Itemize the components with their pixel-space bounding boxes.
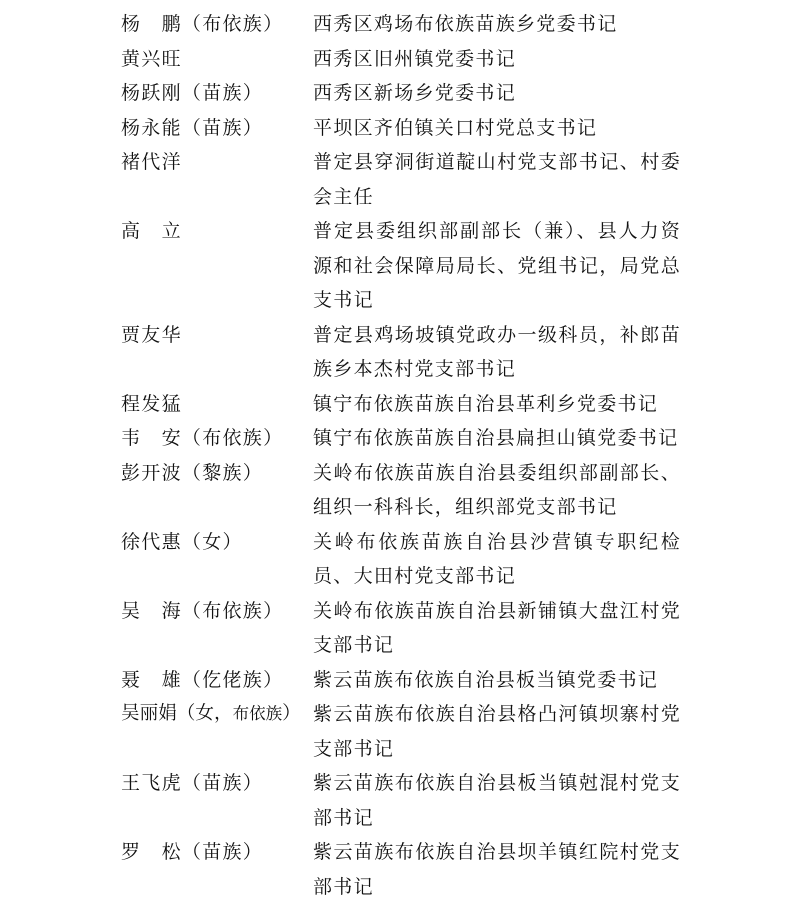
person-name: 杨永能（苗族）: [121, 116, 264, 139]
person-name: 黄兴旺: [121, 47, 182, 70]
list-item: [0, 697, 793, 766]
list-item: [0, 421, 793, 456]
person-name: 徐代惠（女）: [121, 530, 243, 553]
list-item: [0, 456, 793, 525]
person-name: 韦 安（布依族）: [121, 427, 284, 449]
list-item: [0, 387, 793, 422]
person-post: 西秀区鸡场布依族苗族乡党委书记: [313, 13, 618, 35]
person-name: 杨跃刚（苗族）: [121, 82, 264, 104]
person-name-main: 吴丽娟（女，: [121, 703, 233, 724]
person-name: 王飞虎（苗族）: [121, 772, 264, 794]
list-item: [0, 42, 793, 77]
person-post: 普定县鸡场坡镇党政办一级科员，补郎苗族乡本杰村党支部书记: [313, 323, 681, 380]
list-item: [0, 214, 793, 318]
person-name: 褚代洋: [121, 151, 182, 173]
list-item: [0, 7, 793, 42]
person-post: 普定县穿洞街道靛山村党支部书记、村委会主任: [313, 151, 681, 208]
person-name: 吴 海（布依族）: [121, 599, 284, 622]
person-name: 彭开波（黎族）: [121, 461, 264, 484]
person-post: 关岭布依族苗族自治县沙营镇专职纪检员、大田村党支部书记: [313, 530, 681, 587]
person-post: 关岭布依族苗族自治县委组织部副部长、组织一科科长，组织部党支部书记: [313, 461, 681, 518]
person-name: 高 立: [121, 220, 182, 242]
person-post: 平坝区齐伯镇关口村党总支书记: [313, 116, 598, 139]
list-item: [0, 525, 793, 594]
list-item: [0, 145, 793, 214]
person-post: 紫云苗族布依族自治县板当镇尅混村党支部书记: [313, 772, 681, 829]
list-item: [0, 318, 793, 387]
list-item: [0, 766, 793, 835]
person-name: 罗 松（苗族）: [121, 841, 264, 863]
person-post: 镇宁布依族苗族自治县革利乡党委书记: [313, 392, 659, 415]
person-post: 紫云苗族布依族自治县格凸河镇坝寨村党支部书记: [313, 703, 681, 760]
person-name-ethnicity: 布依族: [232, 704, 283, 723]
person-name: 杨 鹏（布依族）: [121, 13, 284, 35]
name-list: [0, 7, 793, 904]
person-post: 镇宁布依族苗族自治县扁担山镇党委书记: [313, 427, 679, 449]
list-item: [0, 76, 793, 111]
list-item: [0, 111, 793, 146]
person-name: 贾友华: [121, 323, 182, 346]
person-post: 普定县委组织部副部长（兼）、县人力资源和社会保障局局长、党组书记，局党总支书记: [313, 220, 681, 311]
person-post: 西秀区旧州镇党委书记: [313, 47, 517, 70]
list-item: [0, 835, 793, 904]
list-item: [0, 663, 793, 698]
list-item: [0, 594, 793, 663]
person-post: 关岭布依族苗族自治县新铺镇大盘江村党支部书记: [313, 599, 681, 656]
person-post: 紫云苗族布依族自治县坝羊镇红院村党支部书记: [313, 841, 681, 898]
person-name: 程发猛: [121, 392, 182, 415]
person-name-end: ）: [282, 703, 301, 724]
person-post: 西秀区新场乡党委书记: [313, 82, 517, 104]
person-post: 紫云苗族布依族自治县板当镇党委书记: [313, 668, 659, 691]
person-name: 聂 雄（仡佬族）: [121, 668, 284, 691]
person-name: [121, 697, 301, 732]
